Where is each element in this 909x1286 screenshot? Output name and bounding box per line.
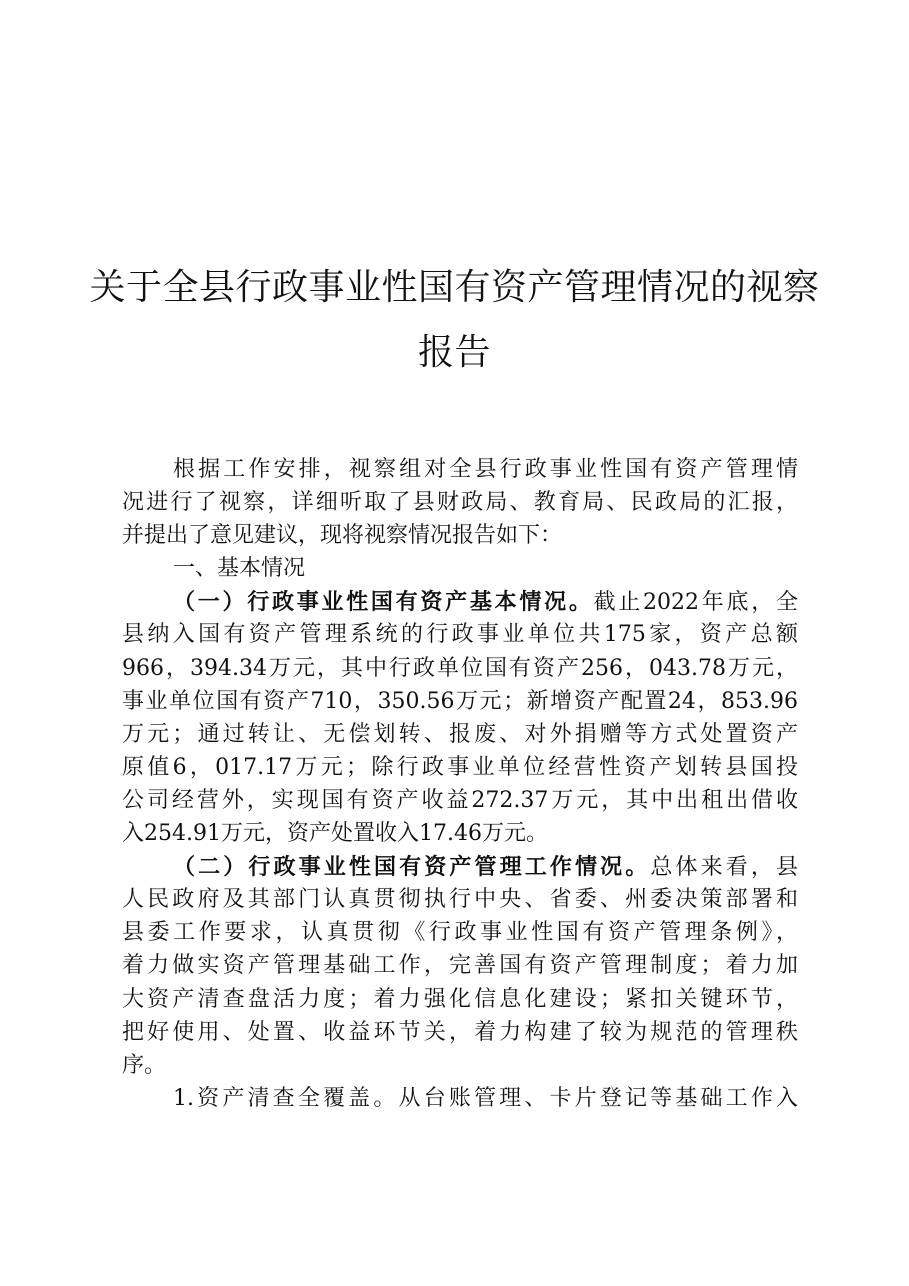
intro-line: 并提出了意见建议，现将视察情况报告如下： xyxy=(122,523,563,548)
subsection-1-line: 万元；通过转让、无偿划转、报废、对外捐赠等方式处置资产 xyxy=(122,722,798,747)
subsection-1-line: 公司经营外，实现国有资产收益272.37万元，其中出租出借收 xyxy=(122,788,798,813)
subsection-2-line: 人民政府及其部门认真贯彻执行中央、省委、州委决策部署和 xyxy=(122,887,798,912)
subsection-1-line: 入254.91万元，资产处置收入17.46万元。 xyxy=(122,821,548,846)
subsection-1-first-line-text: 截止2022年底，全 xyxy=(593,590,798,615)
subsection-1-line: 原值6，017.17万元；除行政事业单位经营性资产划转县国投 xyxy=(122,755,798,780)
subsection-2-line: 大资产清查盘活力度；着力强化信息化建设；紧扣关键环节， xyxy=(122,987,798,1012)
intro-line: 况进行了视察，详细听取了县财政局、教育局、民政局的汇报， xyxy=(122,490,798,515)
subsection-2-line: 把好使用、处置、收益环节关，着力构建了较为规范的管理秩 xyxy=(122,1020,798,1045)
section-heading-basic-situation: 一、基本情况 xyxy=(173,556,306,581)
subsection-1-line: 县纳入国有资产管理系统的行政事业单位共175家，资产总额 xyxy=(122,622,798,647)
document-title-line-2: 报告 xyxy=(417,332,491,373)
document-title-line-1: 关于全县行政事业性国有资产管理情况的视察 xyxy=(89,267,820,308)
subsection-1-line: 966，394.34万元，其中行政单位国有资产256，043.78万元， xyxy=(122,656,798,681)
subsection-2-line: 序。 xyxy=(122,1053,167,1078)
subsection-2-line: 着力做实资产管理基础工作，完善国有资产管理制度；着力加 xyxy=(122,953,798,978)
subsection-2-line: 县委工作要求，认真贯彻《行政事业性国有资产管理条例》， xyxy=(122,920,798,945)
item-1-line: 1.资产清查全覆盖。从台账管理、卡片登记等基础工作入 xyxy=(173,1086,798,1111)
intro-line: 根据工作安排，视察组对全县行政事业性国有资产管理情 xyxy=(173,457,798,482)
subsection-2-first-line-text: 总体来看，县 xyxy=(650,855,798,880)
subsection-2-first-line xyxy=(173,853,798,882)
subsection-1-line: 事业单位国有资产710，350.56万元；新增资产配置24，853.96 xyxy=(122,689,798,714)
subsection-1-first-line xyxy=(173,588,798,617)
subsection-2-heading: （二）行政事业性国有资产管理工作情况。 xyxy=(173,854,651,880)
subsection-1-heading: （一）行政事业性国有资产基本情况。 xyxy=(173,589,594,615)
